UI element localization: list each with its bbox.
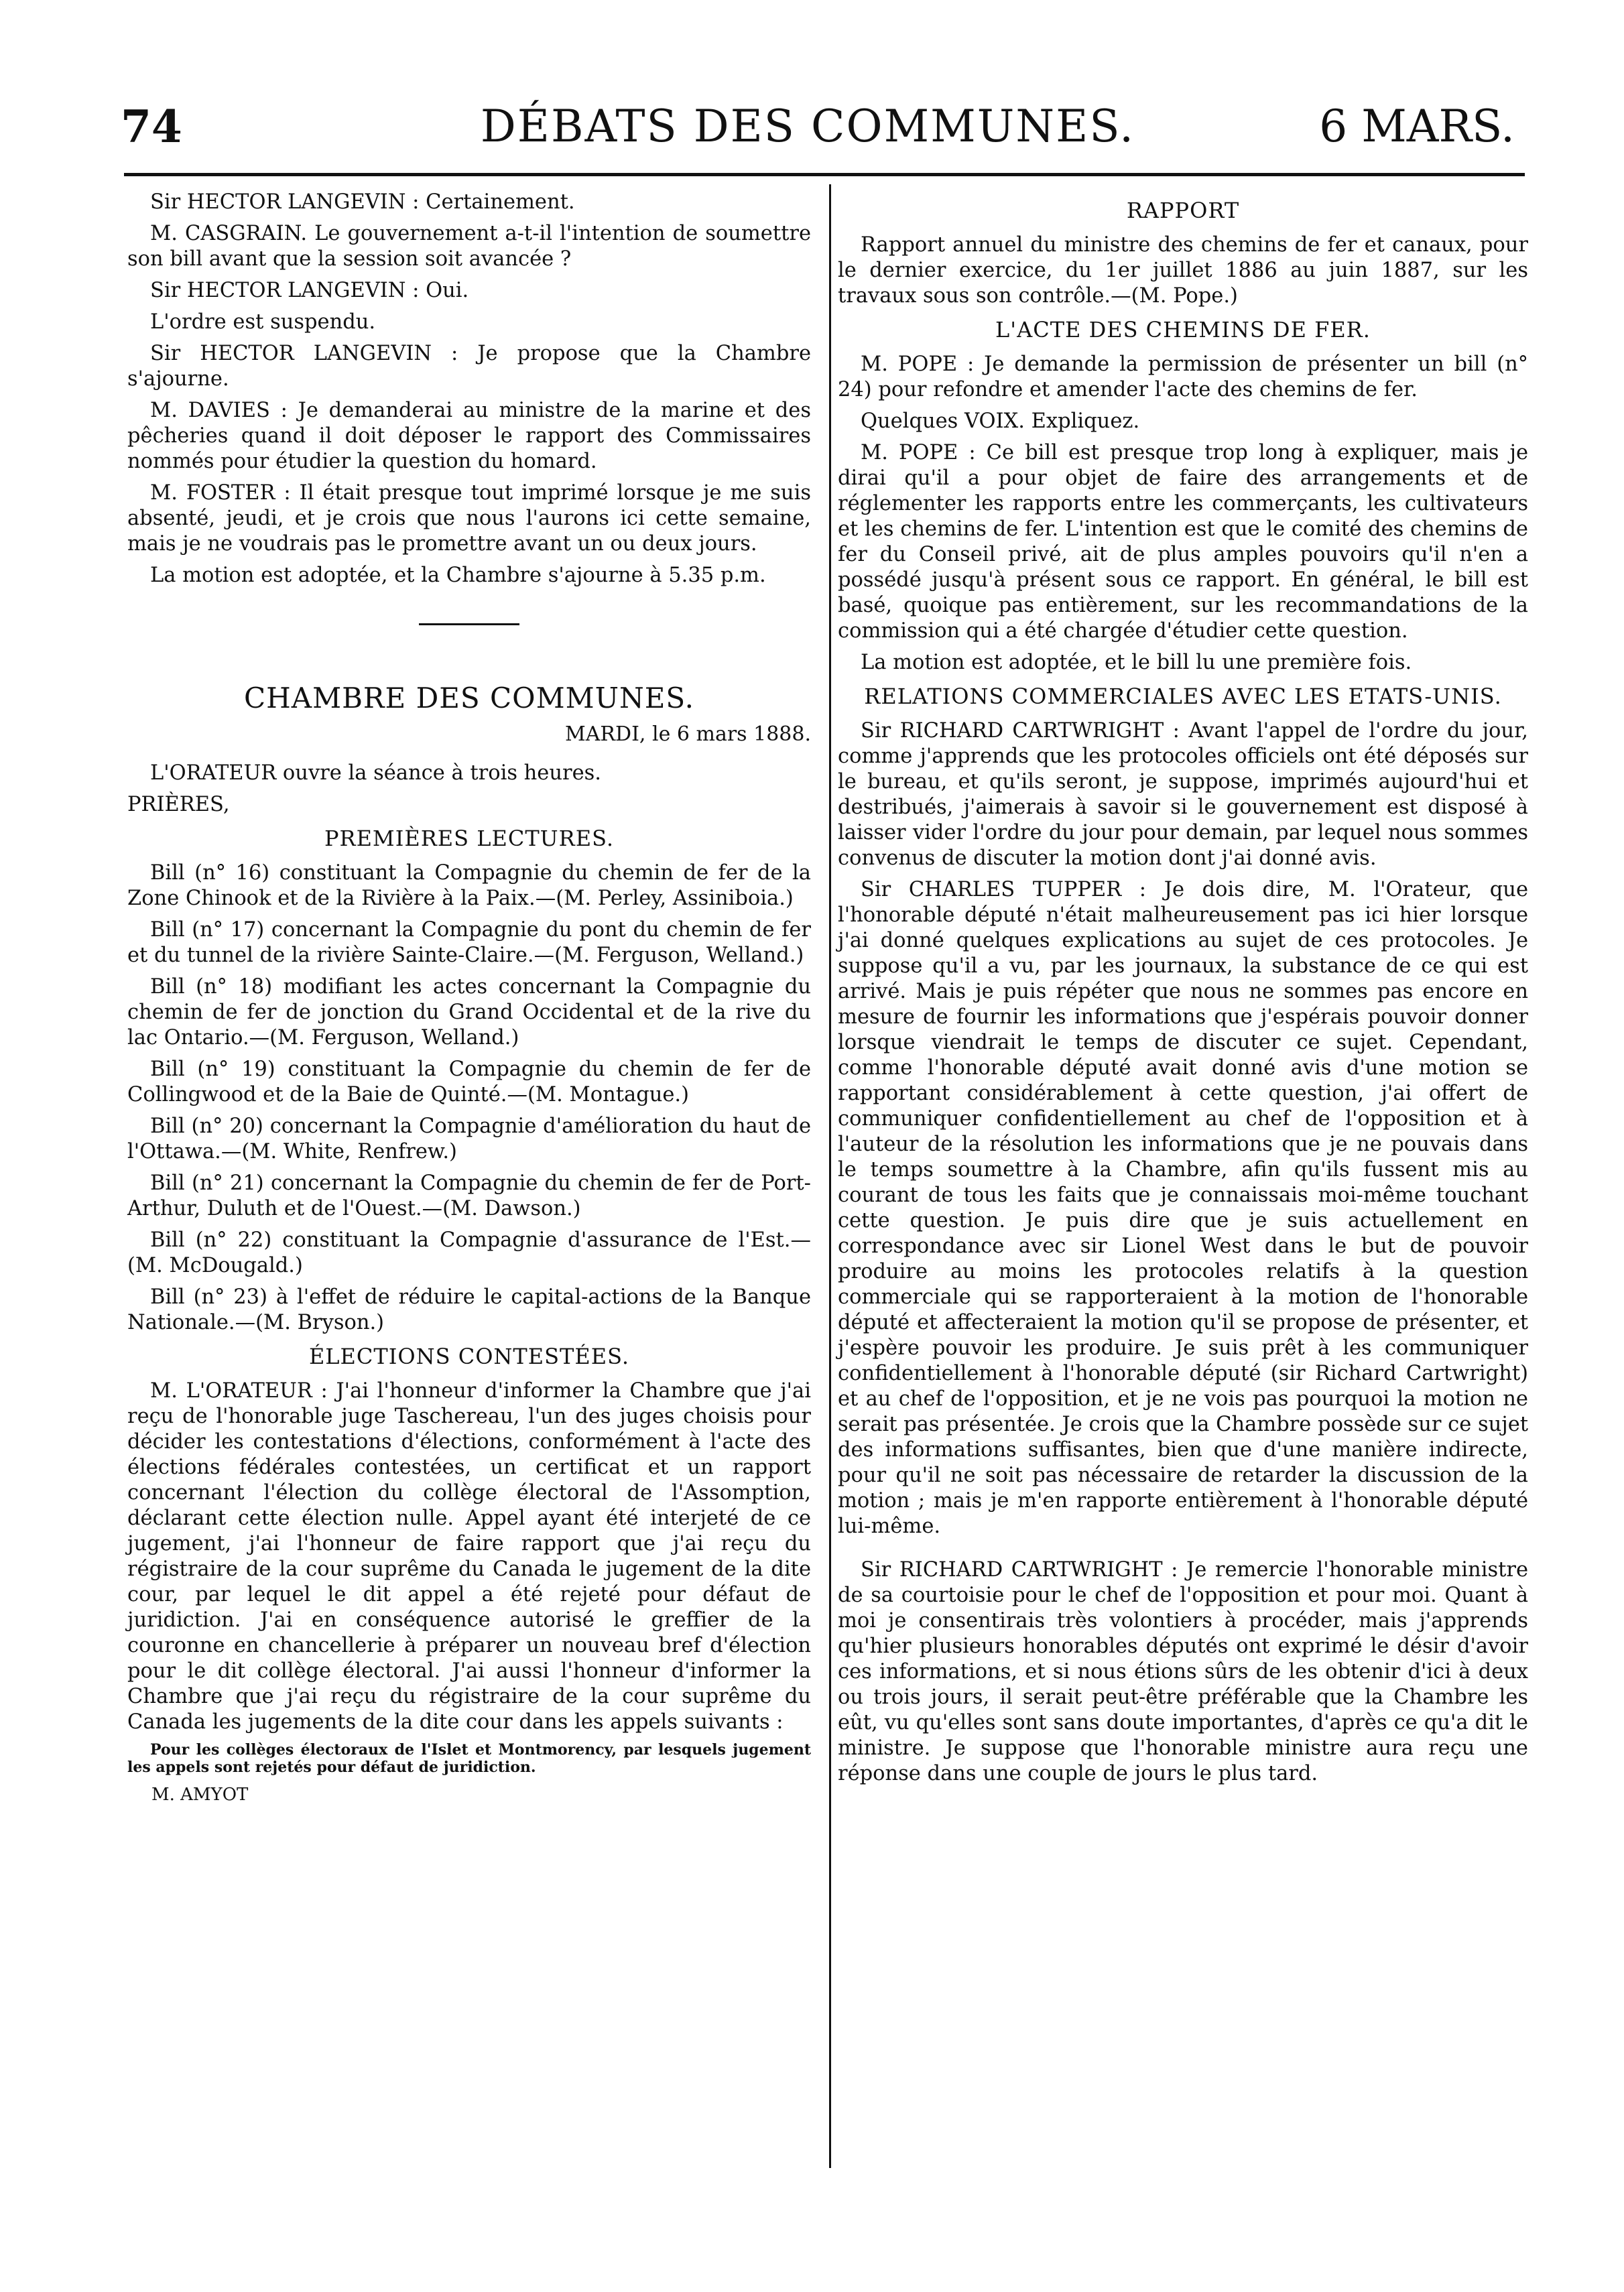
paragraph: M. CASGRAIN. Le gouvernement a-t-il l'intention de soumettre son bill avant que la session soit avancée ? [127,222,811,271]
footnote: Pour les collèges électoraux de l'Islet et Montmorency, par lesquels jugement les appels sont rejetés pour défaut de juridiction. [127,1741,811,1776]
paragraph: Quelques VOIX. Expliquez. [861,409,1140,433]
dateline: MARDI, le 6 mars 1888. [565,722,811,746]
paragraph: M. L'ORATEUR : J'ai l'honneur d'informer la Chambre que j'ai reçu de l'honorable juge Taschereau, l'un des juges choisis pour décider les contestations d'élections, conformément à l'acte des élections fédérales contestées, un certificat et un rapport concernant l'élection du collège électoral de l'Assomption, déclarant cette élection nulle. Appel ayant été interjeté de ce jugement, j'ai l'honneur de faire rapport que j'ai reçu du régistraire de la cour suprême du Canada le jugement de la dite cour, par lequel le dit appel a été rejeté pour défaut de juridiction. J'ai en conséquence autorisé le greffier de la couronne en chancellerie à préparer un nouveau bref d'élection pour le dit collège électoral. J'ai aussi l'honneur d'informer la Chambre que j'ai reçu du régistraire de la cour suprême du Canada les jugements de la dite cour dans les appels suivants : [127,1379,811,1734]
paragraph: Sir RICHARD CARTWRIGHT : Je remercie l'honorable ministre de sa courtoisie pour le chef de l'opposition et pour moi. Quant à moi je consentirais très volontiers à procéder, mais j'apprends qu'hier plusieurs honorables députés ont exprimé le désir d'avoir ces informations, et si nous étions sûrs de les obtenir d'ici à deux ou trois jours, il serait peut-être préférable que la Chambre les eût, vu qu'elles sont sans doute importantes, d'après ce qu'a dit le ministre. Je suppose que l'honorable ministre aura reçu une réponse dans une couple de jours le plus tard. [838,1558,1528,1785]
section-divider [419,623,519,625]
running-header [101,101,1515,161]
paragraph: Sir HECTOR LANGEVIN : Certainement. [150,190,575,214]
page-number: 74 [121,101,182,153]
header-date: 6 MARS. [1319,101,1515,152]
section-heading-relations: RELATIONS COMMERCIALES AVEC LES ETATS-UNIS. [864,684,1502,709]
section-heading-acte: L'ACTE DES CHEMINS DE FER. [995,317,1371,342]
signature: M. AMYOT [151,1785,249,1805]
paragraph: Sir CHARLES TUPPER : Je dois dire, M. l'Orateur, que l'honorable député n'était malheureusement pas ici hier lorsque j'ai donné quelques explications au sujet de ces protocoles. Je suppose qu'il a vu, par les journaux, la substance de ce qui est arrivé. Mais je puis répéter que nous ne sommes pas encore en mesure de fournir les informations que j'espérais pouvoir donner lorsque viendrait le temps de discuter ce sujet. Cependant, comme l'honorable député avait donné avis d'une motion se rapportant considérablement à cette question, j'ai offert de communiquer confidentiellement au chef de l'opposition et à l'auteur de la résolution les informations que je ne pouvais dans le temps soumettre à la Chambre, afin qu'ils fussent mis au courant de tous les faits que je connaissais moi-même touchant cette question. Je puis dire que je suis actuellement en correspondance avec sir Lionel West dans le but de pouvoir produire au moins les protocoles relatifs à la question commerciale qui se rapporteraient à la motion de l'honorable député et affecteraient la motion qu'il se propose de présenter, et j'espère pouvoir les produire. Je suis prêt à les communiquer confidentiellement à l'honorable député (sir Richard Cartwright) et au chef de l'opposition, et je ne vois pas pourquoi la motion ne serait pas présentée. Je crois que la Chambre possède sur ce sujet des informations suffisantes, bien que d'une manière indirecte, pour qu'il ne soit pas nécessaire de retarder la discussion de la motion ; mais je m'en rapporte entièrement à l'honorable député lui-même. [838,878,1529,1538]
header-rule [124,173,1525,176]
bill-entry: Bill (n° 23) à l'effet de réduire le capital-actions de la Banque Nationale.—(M. Bryson.) [127,1285,811,1334]
right-column [838,190,1528,1793]
bill-entry: Bill (n° 16) constituant la Compagnie du chemin de fer de la Zone Chinook et de la Rivière à la Paix.—(M. Perley, Assiniboia.) [127,861,811,910]
paragraph: L'ordre est suspendu. [150,310,376,334]
paragraph: M. FOSTER : Il était presque tout imprimé lorsque je me suis absenté, jeudi, et je crois que nous l'aurons ici cette semaine, mais je ne voudrais pas le promettre avant un ou deux jours. [127,481,811,556]
paragraph: Sir HECTOR LANGEVIN : Je propose que la Chambre s'ajourne. [127,342,811,391]
paragraph: La motion est adoptée, et le bill lu une première fois. [861,651,1412,674]
paragraph: L'ORATEUR ouvre la séance à trois heures. [150,761,601,785]
section-heading-elections: ÉLECTIONS CONTESTÉES. [308,1344,630,1369]
bill-entry: Bill (n° 20) concernant la Compagnie d'amélioration du haut de l'Ottawa.—(M. White, Renfrew.) [127,1115,811,1163]
bill-entry: Bill (n° 17) concernant la Compagnie du pont du chemin de fer et du tunnel de la rivière Sainte-Claire.—(M. Ferguson, Welland.) [127,918,811,967]
prayers-label: PRIÈRES, [127,793,230,816]
chamber-heading: CHAMBRE DES COMMUNES. [243,682,695,714]
spacer [838,1545,1528,1557]
paragraph: M. DAVIES : Je demanderai au ministre de la marine et des pêcheries quand il doit déposer le rapport des Commissaires nommés pour étudier la question du homard. [127,399,811,473]
section-heading-premieres-lectures: PREMIÈRES LECTURES. [324,826,615,851]
page-title: DÉBATS DES COMMUNES. [480,101,1135,152]
paragraph: Rapport annuel du ministre des chemins de fer et canaux, pour le dernier exercice, du 1er juillet 1886 au juin 1887, sur les travaux sous son contrôle.—(M. Pope.) [838,233,1528,308]
paragraph: M. POPE : Je demande la permission de présenter un bill (n° 24) pour refondre et amender l'acte des chemins de fer. [838,353,1528,401]
bill-entry: Bill (n° 18) modifiant les actes concernant la Compagnie du chemin de fer de jonction du Grand Occidental et de la rive du lac Ontario.—(M. Ferguson, Welland.) [127,975,811,1049]
left-column [127,190,811,1807]
column-separator [829,184,831,2168]
section-heading-rapport: RAPPORT [1126,198,1240,223]
bill-entry: Bill (n° 22) constituant la Compagnie d'assurance de l'Est.—(M. McDougald.) [127,1228,811,1277]
paragraph: M. POPE : Ce bill est presque trop long à expliquer, mais je dirai qu'il a pour objet de faire des arrangements et de réglementer les rapports entre les commerçants, les cultivateurs et les chemins de fer. L'intention est que le comité des chemins de fer du Conseil privé, ait de plus amples pouvoirs qu'il n'en a possédé jusqu'à présent sous ce rapport. En général, le bill est basé, quoique pas entièrement, sur les recommandations de la commission qui a été chargée d'étudier cette question. [838,441,1528,643]
bill-entry: Bill (n° 21) concernant la Compagnie du chemin de fer de Port-Arthur, Duluth et de l'Ouest.—(M. Dawson.) [127,1171,811,1220]
paragraph: Sir HECTOR LANGEVIN : Oui. [150,279,469,302]
bill-entry: Bill (n° 19) constituant la Compagnie du chemin de fer de Collingwood et de la Baie de Quinté.—(M. Montague.) [127,1058,811,1106]
paragraph: Sir RICHARD CARTWRIGHT : Avant l'appel de l'ordre du jour, comme j'apprends que les protocoles officiels ont été déposés sur le bureau, et qu'ils seront, je suppose, imprimés aujourd'hui et destribués, j'aimerais à savoir si le gouvernement est disposé à laisser vider l'ordre du jour pour demain, par lequel nous sommes convenus de discuter la motion dont j'ai donné avis. [838,719,1528,870]
paragraph: La motion est adoptée, et la Chambre s'ajourne à 5.35 p.m. [150,564,766,587]
